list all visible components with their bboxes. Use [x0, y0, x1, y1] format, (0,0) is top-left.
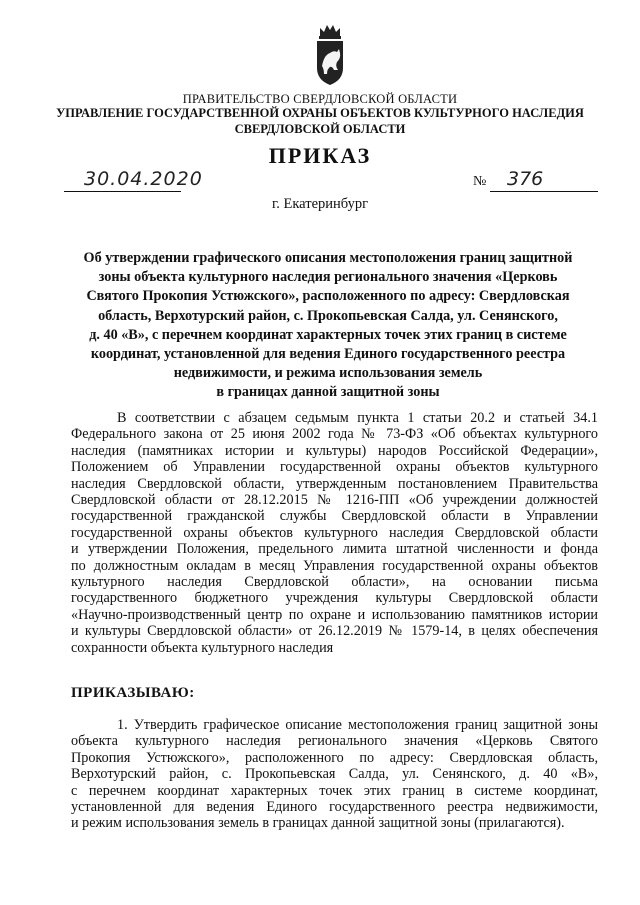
item-line: с перечнем координат характерных точек этих границ в системе координат, [71, 782, 598, 799]
title-line: область, Верхотурский район, с. Прокопьевская Салда, ул. Сенянского, [98, 307, 558, 324]
item-line: Прокопия Устюжского», расположенного по адресу: Свердловская область, [71, 749, 598, 766]
coat-of-arms-emblem [313, 22, 347, 88]
preamble-line: Федерального закона от 25 июня 2002 года № 73-ФЗ «Об объектах культурного [71, 426, 598, 443]
item-line: 1. Утвердить графическое описание местоположения границ защитной зоны [117, 717, 598, 733]
title-line: Святого Прокопия Устюжского», расположенного по адресу: Свердловская [86, 288, 570, 305]
item-line: Верхотурский район, с. Прокопьевская Салда, ул. Сенянского, д. 40 «В», [71, 766, 598, 783]
government-name: ПРАВИТЕЛЬСТВО СВЕРДЛОВСКОЙ ОБЛАСТИ [182, 92, 458, 106]
title-line: д. 40 «В», с перечнем координат характерных точек этих границ в системе [89, 326, 567, 343]
department-name-line1: УПРАВЛЕНИЕ ГОСУДАРСТВЕННОЙ ОХРАНЫ ОБЪЕКТОВ КУЛЬТУРНОГО НАСЛЕДИЯ [56, 106, 584, 120]
preamble-line: государственной гражданской службы Свердловской области в Управлении [71, 508, 598, 525]
preamble-line: наследия Свердловской области, утвержденным постановлением Правительства [71, 475, 598, 492]
handwritten-date: 30.04.2020 [84, 168, 203, 190]
handwritten-number: 376 [507, 168, 544, 190]
preamble-line: государственного бюджетного учреждения культуры Свердловской области [71, 590, 598, 607]
title-line: недвижимости, и режима использования земель [173, 365, 483, 382]
item-line: установленной для ведения Единого государственного реестра недвижимости, [71, 799, 598, 816]
preamble-line: культурного наследия Свердловской области», на основании письма [71, 574, 598, 591]
preamble-line: В соответствии с абзацем седьмым пункта 1 статьи 20.2 и статьей 34.1 [117, 410, 598, 426]
department-name [0, 106, 640, 137]
title-line: координат, установленной для ведения Единого государственного реестра [90, 346, 566, 363]
title-line: Об утверждении графического описания местоположения границ защитной [83, 250, 573, 266]
preamble-line: сохранности объекта культурного наследия [71, 639, 334, 656]
document-type-title: ПРИКАЗ [268, 143, 372, 168]
title-line: в границах данной защитной зоны [216, 384, 440, 401]
order-title [68, 249, 588, 403]
department-name-line2: СВЕРДЛОВСКОЙ ОБЛАСТИ [234, 121, 406, 136]
title-line: зоны объекта культурного наследия регионального значения «Церковь [98, 269, 558, 286]
preamble-line: по должностным окладам в месяц Управления государственной охраны объектов [71, 557, 598, 574]
preamble-line: Свердловской области от 28.12.2015 № 1216-ПП «Об учреждении должностей [71, 492, 598, 509]
preamble-paragraph [71, 410, 598, 656]
preamble-line: и культуры Свердловской области» от 26.12.2019 № 1579-14, в целях обеспечения [71, 623, 598, 640]
preamble-line: Положением об Управлении государственной охраны объектов культурного [71, 459, 598, 476]
preamble-line: наследия (памятниках истории и культуры) народов Российской Федерации», [71, 442, 598, 459]
decree-heading: ПРИКАЗЫВАЮ: [71, 685, 195, 701]
preamble-line: «Научно-производственный центр по охране и использованию памятников истории [71, 606, 598, 623]
item-line: и режим использования земель в границах данной защитной зоны (прилагаются). [71, 815, 565, 832]
preamble-line: государственной охраны объектов культурного наследия Свердловской области [71, 524, 598, 541]
number-label: № [473, 174, 487, 189]
item-1-paragraph [71, 717, 598, 832]
city-line: г. Екатеринбург [271, 196, 369, 212]
preamble-line: и утверждении Положения, предельного лимита штатной численности и фонда [71, 541, 598, 558]
item-line: объекта культурного наследия регионального значения «Церковь Святого [71, 733, 598, 750]
